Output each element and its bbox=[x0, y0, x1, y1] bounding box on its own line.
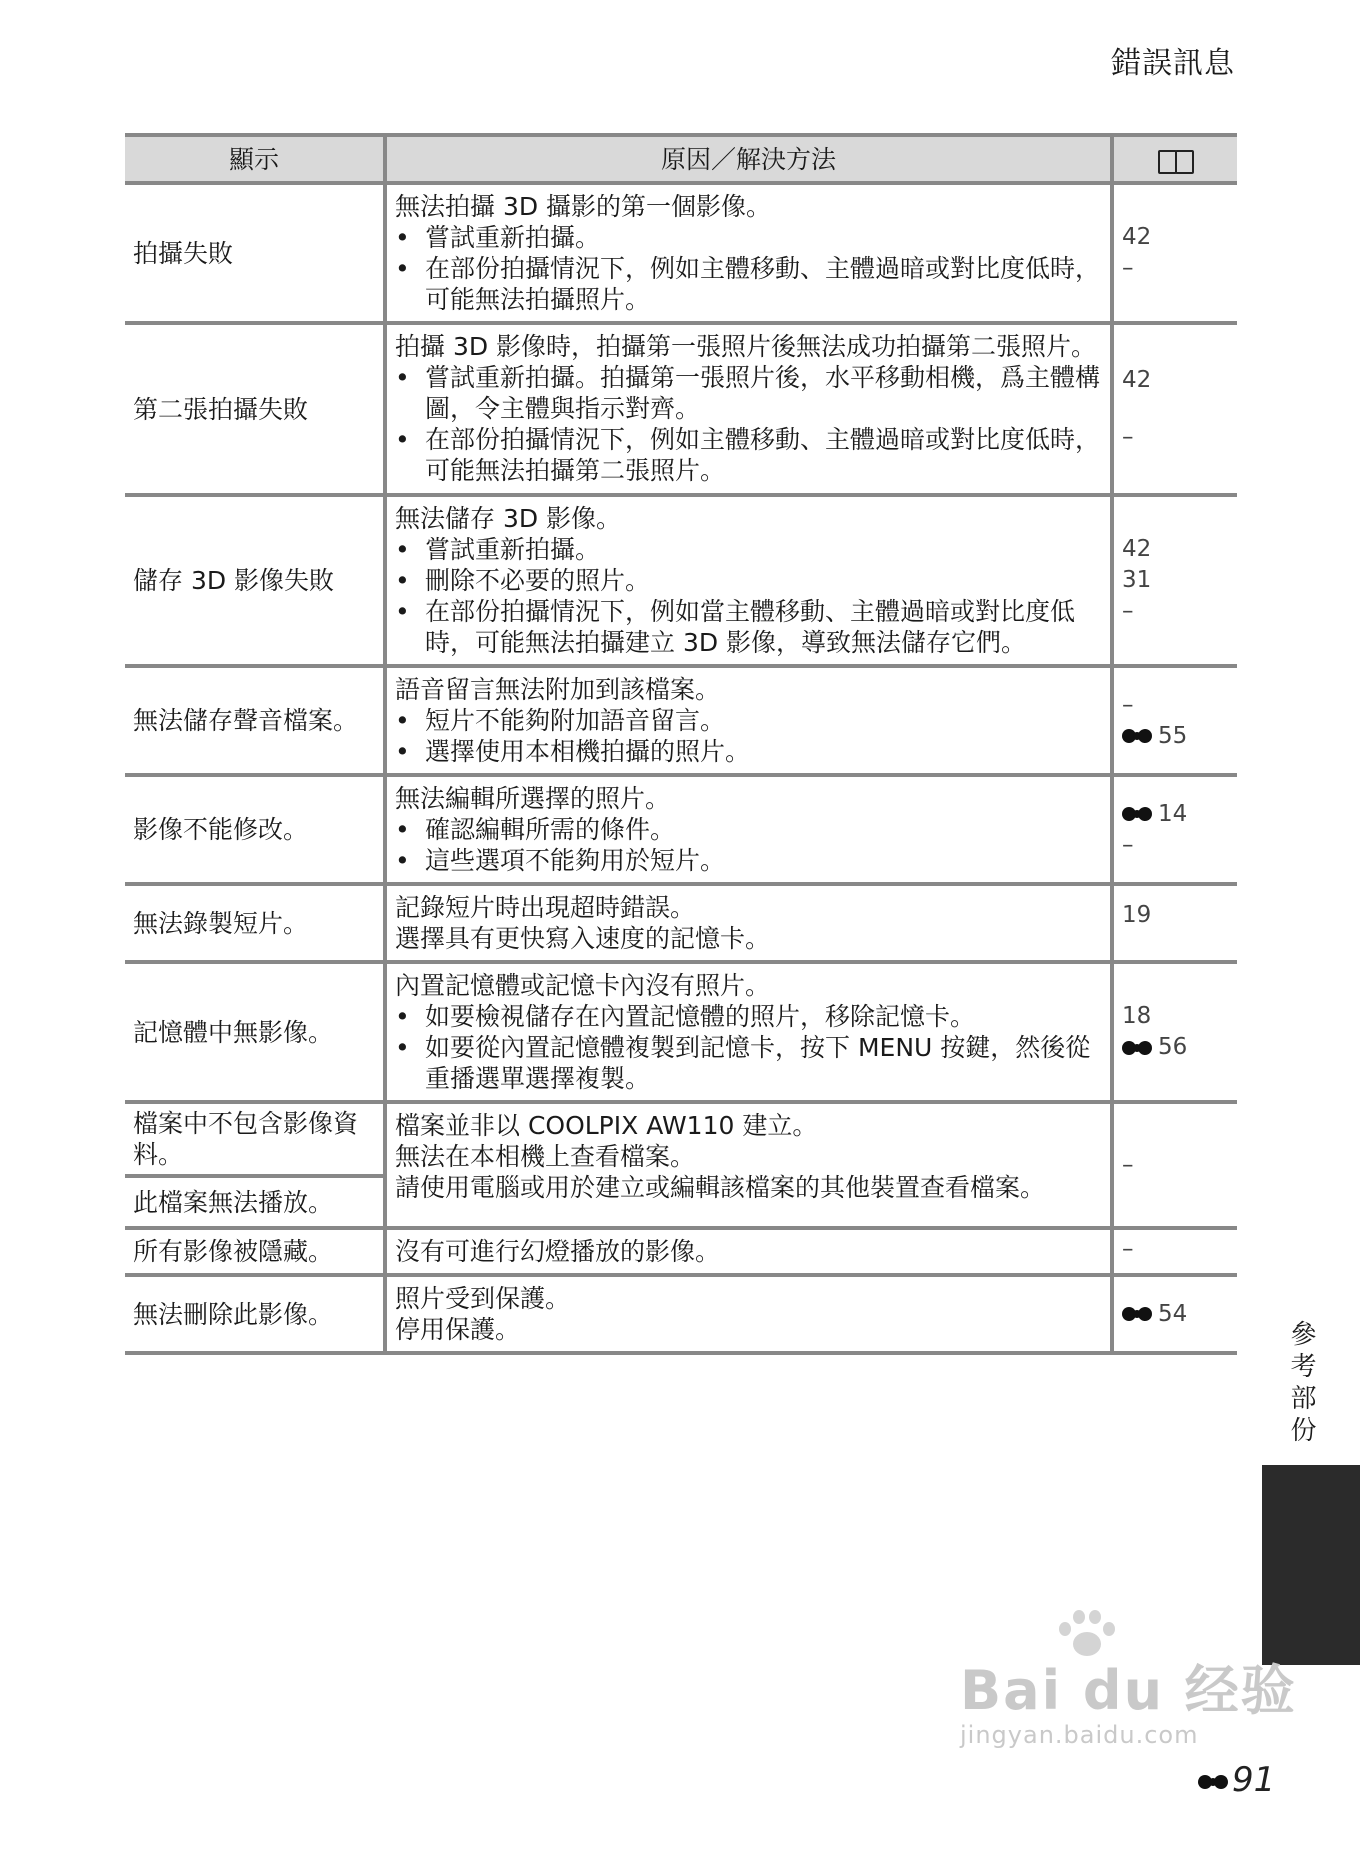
table-row bbox=[125, 962, 1237, 1102]
cause-lead: 記錄短片時出現超時錯誤。 bbox=[395, 893, 696, 922]
reference-cell bbox=[1112, 495, 1237, 666]
page-number: 91 bbox=[1198, 1760, 1275, 1800]
table-row bbox=[125, 884, 1237, 962]
message-cell: 第二張拍攝失敗 bbox=[125, 323, 385, 495]
cause-cell bbox=[385, 183, 1112, 323]
reference-cell bbox=[1112, 884, 1237, 962]
page-reference: – bbox=[1122, 691, 1134, 718]
cause-cell bbox=[385, 1228, 1112, 1275]
reference-cell bbox=[1112, 1102, 1237, 1228]
table-row bbox=[125, 666, 1237, 775]
page-reference-link: 55 bbox=[1122, 721, 1229, 752]
cause-lead: 沒有可進行幻燈播放的影像。 bbox=[395, 1237, 721, 1266]
page-reference-link: 54 bbox=[1122, 1299, 1229, 1330]
page-reference: – bbox=[1122, 255, 1134, 281]
reference-section-icon bbox=[1122, 1305, 1156, 1323]
cause-cell bbox=[385, 962, 1112, 1102]
reference-cell bbox=[1112, 962, 1237, 1102]
reference-section-icon bbox=[1122, 805, 1156, 823]
column-header-reference bbox=[1112, 135, 1237, 183]
reference-section-icon bbox=[1122, 1039, 1156, 1057]
reference-section-icon bbox=[1198, 1773, 1232, 1791]
watermark-url: jingyan.baidu.com bbox=[960, 1721, 1199, 1749]
reference-cell bbox=[1112, 775, 1237, 884]
table-row bbox=[125, 183, 1237, 323]
message-cell: 儲存 3D 影像失敗 bbox=[125, 495, 385, 666]
reference-cell bbox=[1112, 1228, 1237, 1275]
message-cell: 記憶體中無影像。 bbox=[125, 962, 385, 1102]
message-cell: 無法錄製短片。 bbox=[125, 884, 385, 962]
cause-lead: 拍攝 3D 影像時，拍攝第一張照片後無法成功拍攝第二張照片。 bbox=[395, 332, 1097, 361]
cause-cell bbox=[385, 775, 1112, 884]
cause-bullet: • 在部份拍攝情況下，例如主體移動、主體過暗或對比度低時，可能無法拍攝照片。 bbox=[395, 253, 1102, 315]
message-cell: 影像不能修改。 bbox=[125, 775, 385, 884]
watermark-logo: Bai du 经验 bbox=[960, 1659, 1297, 1722]
cause-bullet: • 如要檢視儲存在內置記憶體的照片，移除記憶卡。 bbox=[395, 1001, 1102, 1032]
cause-cell bbox=[385, 495, 1112, 666]
cause-lead: 照片受到保護。 bbox=[395, 1284, 571, 1313]
section-tab-label: 參考部份 bbox=[1286, 1320, 1316, 1448]
message-cell: 拍攝失敗 bbox=[125, 183, 385, 323]
page-reference: 42 bbox=[1122, 224, 1152, 250]
column-header-display: 顯示 bbox=[125, 135, 385, 183]
cause-bullet: • 如要從內置記憶體複製到記憶卡，按下 MENU 按鍵，然後從重播選單選擇複製。 bbox=[395, 1032, 1102, 1094]
table-row bbox=[125, 323, 1237, 495]
page-reference: – bbox=[1122, 1236, 1134, 1262]
page-reference: 19 bbox=[1122, 902, 1152, 928]
cause-bullet: • 刪除不必要的照片。 bbox=[395, 565, 1102, 596]
cause-bullet: • 短片不能夠附加語音留言。 bbox=[395, 705, 1102, 736]
cause-bullet: • 選擇使用本相機拍攝的照片。 bbox=[395, 736, 1102, 767]
cause-bullet: • 在部份拍攝情況下，例如當主體移動、主體過暗或對比度低時，可能無法拍攝建立 3D 影像，導致無法儲存它們。 bbox=[395, 596, 1102, 658]
cause-lead: 無法拍攝 3D 攝影的第一個影像。 bbox=[395, 192, 772, 221]
cause-lead: 語音留言無法附加到該檔案。 bbox=[395, 675, 721, 704]
table-row bbox=[125, 1228, 1237, 1275]
cause-lead: 選擇具有更快寫入速度的記憶卡。 bbox=[395, 924, 771, 953]
cause-cell bbox=[385, 323, 1112, 495]
page-reference: 42 bbox=[1122, 536, 1152, 562]
paw-icon bbox=[1055, 1608, 1115, 1658]
section-tab-marker bbox=[1262, 1465, 1360, 1665]
page-title: 錯誤訊息 bbox=[1111, 46, 1235, 81]
page-reference: 42 bbox=[1122, 367, 1152, 393]
cause-lead: 檔案並非以 COOLPIX AW110 建立。 bbox=[395, 1111, 818, 1140]
cause-lead: 內置記憶體或記憶卡內沒有照片。 bbox=[395, 971, 771, 1000]
page-reference: 31 bbox=[1122, 567, 1152, 593]
column-header-cause: 原因／解決方法 bbox=[385, 135, 1112, 183]
cause-lead: 無法在本相機上查看檔案。 bbox=[395, 1142, 696, 1171]
reference-cell bbox=[1112, 183, 1237, 323]
cause-bullet: • 這些選項不能夠用於短片。 bbox=[395, 845, 1102, 876]
page-reference: – bbox=[1122, 424, 1134, 450]
cause-bullet: • 嘗試重新拍攝。 bbox=[395, 534, 1102, 565]
reference-cell bbox=[1112, 666, 1237, 775]
page-reference: – bbox=[1122, 598, 1134, 624]
cause-cell bbox=[385, 1275, 1112, 1353]
cause-bullet: • 嘗試重新拍攝。拍攝第一張照片後，水平移動相機，爲主體構圖，令主體與指示對齊。 bbox=[395, 362, 1102, 424]
cause-bullet: • 嘗試重新拍攝。 bbox=[395, 222, 1102, 253]
cause-bullet: • 在部份拍攝情況下，例如主體移動、主體過暗或對比度低時，可能無法拍攝第二張照片。 bbox=[395, 424, 1102, 486]
message-cell: 所有影像被隱藏。 bbox=[125, 1228, 385, 1275]
reference-cell bbox=[1112, 323, 1237, 495]
table-header-row bbox=[125, 135, 1237, 183]
table-row bbox=[125, 775, 1237, 884]
cause-lead: 停用保護。 bbox=[395, 1315, 521, 1344]
page-reference: – bbox=[1122, 831, 1134, 858]
reference-cell bbox=[1112, 1275, 1237, 1353]
error-message-table bbox=[125, 133, 1237, 1355]
page-reference: – bbox=[1122, 1151, 1134, 1178]
watermark bbox=[960, 1648, 1297, 1749]
cause-cell bbox=[385, 884, 1112, 962]
book-icon bbox=[1158, 150, 1194, 172]
cause-cell bbox=[385, 666, 1112, 775]
message-cell: 無法儲存聲音檔案。 bbox=[125, 666, 385, 775]
page-reference: 18 bbox=[1122, 1003, 1152, 1029]
cause-lead: 無法儲存 3D 影像。 bbox=[395, 504, 622, 533]
table-row bbox=[125, 495, 1237, 666]
cause-lead: 無法編輯所選擇的照片。 bbox=[395, 784, 671, 813]
cause-cell bbox=[385, 1102, 1112, 1228]
reference-section-icon bbox=[1122, 727, 1156, 745]
cause-bullet: • 確認編輯所需的條件。 bbox=[395, 814, 1102, 845]
page-reference-link: 56 bbox=[1122, 1032, 1229, 1063]
table-row bbox=[125, 1275, 1237, 1353]
table-row bbox=[125, 1102, 1237, 1176]
cause-lead: 請使用電腦或用於建立或編輯該檔案的其他裝置查看檔案。 bbox=[395, 1173, 1046, 1202]
page-reference-link: 14 bbox=[1122, 799, 1229, 830]
message-cell: 此檔案無法播放。 bbox=[125, 1176, 385, 1228]
message-cell: 無法刪除此影像。 bbox=[125, 1275, 385, 1353]
message-cell: 檔案中不包含影像資料。 bbox=[125, 1102, 385, 1176]
